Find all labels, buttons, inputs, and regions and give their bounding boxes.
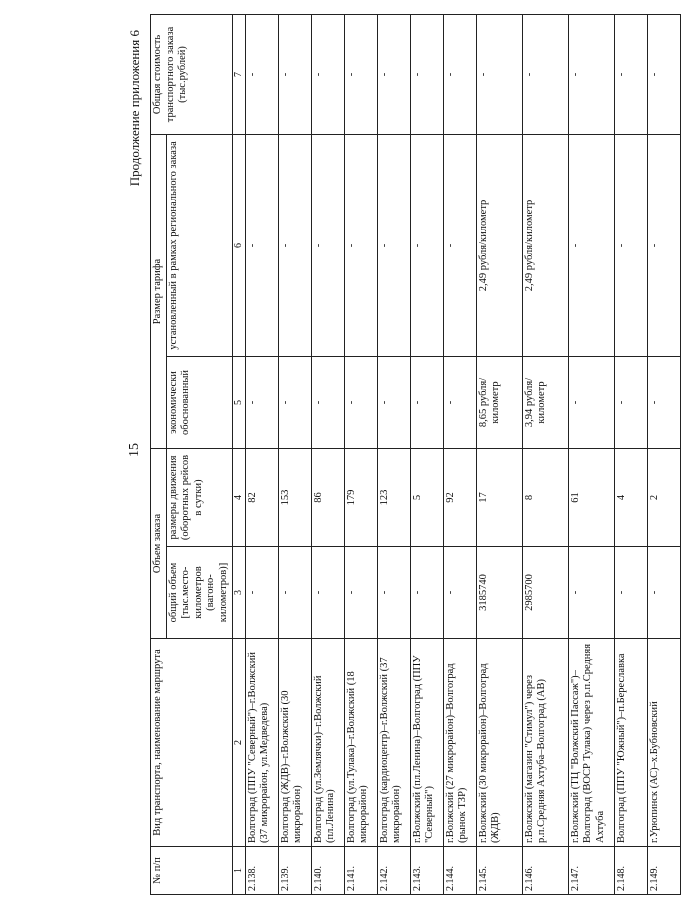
table-row — [311, 14, 344, 894]
total-cost: - — [568, 14, 614, 134]
row-number: 2.144. — [443, 847, 476, 895]
row-number: 2.148. — [614, 847, 647, 895]
route-name: Волгоград (ППУ "Южный")–п.Береславка — [614, 639, 647, 847]
volume-total: 2985700 — [522, 547, 568, 639]
volume-trips: 123 — [377, 449, 410, 547]
volume-trips: 4 — [614, 449, 647, 547]
total-cost: - — [245, 14, 278, 134]
route-name: г.Волжский (27 микрорайон)–Волгоград (рынок ТЗР) — [443, 639, 476, 847]
route-name: Волгоград (ЖДВ)–г.Волжский (30 микрорайон) — [278, 639, 311, 847]
tariff-economic: - — [377, 357, 410, 449]
table-row — [568, 14, 614, 894]
route-name: Волгоград (ул.Тулака)–г.Волжский (18 микрорайон) — [344, 639, 377, 847]
tariff-set: - — [568, 134, 614, 356]
total-cost: - — [311, 14, 344, 134]
volume-total: - — [311, 547, 344, 639]
header-tariff-set: установленный в рамках регионального заказа — [166, 134, 232, 356]
row-number: 2.149. — [647, 847, 680, 895]
total-cost: - — [344, 14, 377, 134]
volume-trips: 153 — [278, 449, 311, 547]
header-tariff-economic: экономически обоснованный — [166, 357, 232, 449]
column-number: 2 — [232, 639, 245, 847]
column-number: 6 — [232, 134, 245, 356]
table-row — [476, 14, 522, 894]
volume-trips: 2 — [647, 449, 680, 547]
table-row — [522, 14, 568, 894]
appendix-continued-label: Продолжение приложения 6 — [127, 30, 142, 187]
tariff-set: - — [344, 134, 377, 356]
column-number: 3 — [232, 547, 245, 639]
table-row — [278, 14, 311, 894]
route-name: Волгоград (ППУ "Северный")–г.Волжский (37 микрорайон, ул.Медведева) — [245, 639, 278, 847]
volume-total: - — [568, 547, 614, 639]
volume-trips: 17 — [476, 449, 522, 547]
route-name: г.Волжский (ТЦ "Волжский Пассаж")–Волгоград (ВОСР Тулака) через р.п.Средняя Ахтуба — [568, 639, 614, 847]
row-number: 2.146. — [522, 847, 568, 895]
volume-trips: 61 — [568, 449, 614, 547]
table-row — [614, 14, 647, 894]
total-cost: - — [410, 14, 443, 134]
column-number: 4 — [232, 449, 245, 547]
volume-total: - — [377, 547, 410, 639]
total-cost: - — [614, 14, 647, 134]
tariff-set: - — [278, 134, 311, 356]
column-number-row — [232, 14, 245, 894]
tariff-economic: - — [443, 357, 476, 449]
header-route: Вид транспорта, наименование маршрута — [151, 639, 233, 847]
volume-trips: 92 — [443, 449, 476, 547]
total-cost: - — [377, 14, 410, 134]
total-cost: - — [443, 14, 476, 134]
volume-trips: 179 — [344, 449, 377, 547]
tariff-set: 2,49 рубля/километр — [476, 134, 522, 356]
tariff-set: - — [614, 134, 647, 356]
volume-trips: 86 — [311, 449, 344, 547]
tariff-economic: 8,65 рубля/ километр — [476, 357, 522, 449]
volume-total: 3185740 — [476, 547, 522, 639]
volume-total: - — [344, 547, 377, 639]
row-number: 2.145. — [476, 847, 522, 895]
table-row — [410, 14, 443, 894]
route-name: г.Волжский (30 микрорайон)–Волгоград (ЖДВ) — [476, 639, 522, 847]
route-name: г.Урюпинск (АС)–х.Бубновский — [647, 639, 680, 847]
table-row — [344, 14, 377, 894]
route-name: Волгоград (ул.Землячки)–г.Волжский (пл.Ленина) — [311, 639, 344, 847]
route-name: г.Волжский (магазин "Стимул") через р.п.Средняя Ахтуба–Волгоград (АВ) — [522, 639, 568, 847]
table-row — [245, 14, 278, 894]
route-name: г.Волжский (пл.Ленина)–Волгоград (ППУ "Северный") — [410, 639, 443, 847]
column-number: 1 — [232, 847, 245, 895]
row-number: 2.139. — [278, 847, 311, 895]
row-number: 2.141. — [344, 847, 377, 895]
tariff-set: - — [311, 134, 344, 356]
volume-total: - — [410, 547, 443, 639]
table-row — [443, 14, 476, 894]
tariff-economic: - — [278, 357, 311, 449]
rotated-landscape-content — [127, 15, 660, 895]
header-cost: Общая стоимость транспортного заказа (тыс.рублей) — [151, 14, 233, 134]
tariff-table — [150, 14, 681, 895]
tariff-set: - — [410, 134, 443, 356]
table-row — [377, 14, 410, 894]
volume-trips: 5 — [410, 449, 443, 547]
row-number: 2.143. — [410, 847, 443, 895]
header-no: № п/п — [151, 847, 233, 895]
total-cost: - — [647, 14, 680, 134]
route-name: Волгоград (кардиоцентр)–г.Волжский (37 микрорайон) — [377, 639, 410, 847]
volume-total: - — [443, 547, 476, 639]
row-number: 2.138. — [245, 847, 278, 895]
total-cost: - — [278, 14, 311, 134]
tariff-economic: - — [344, 357, 377, 449]
volume-total: - — [245, 547, 278, 639]
tariff-set: - — [647, 134, 680, 356]
volume-total: - — [614, 547, 647, 639]
volume-total: - — [647, 547, 680, 639]
column-number: 7 — [232, 14, 245, 134]
header-volume-group: Объем заказа — [151, 449, 167, 639]
table-row — [647, 14, 680, 894]
column-number: 5 — [232, 357, 245, 449]
tariff-set: - — [377, 134, 410, 356]
volume-total: - — [278, 547, 311, 639]
tariff-economic: - — [614, 357, 647, 449]
volume-trips: 8 — [522, 449, 568, 547]
tariff-economic: - — [568, 357, 614, 449]
header-volume-total: общий объем [тыс.место-километров (вагоно-километров)] — [166, 547, 232, 639]
header-tariff-group: Размер тарифа — [151, 134, 167, 448]
tariff-economic: - — [311, 357, 344, 449]
tariff-set: - — [443, 134, 476, 356]
tariff-economic: 3,94 рубля/ километр — [522, 357, 568, 449]
row-number: 2.140. — [311, 847, 344, 895]
total-cost: - — [476, 14, 522, 134]
tariff-economic: - — [410, 357, 443, 449]
tariff-set: 2,49 рубля/километр — [522, 134, 568, 356]
row-number: 2.142. — [377, 847, 410, 895]
page-number: 15 — [127, 443, 142, 457]
row-number: 2.147. — [568, 847, 614, 895]
tariff-economic: - — [245, 357, 278, 449]
volume-trips: 82 — [245, 449, 278, 547]
total-cost: - — [522, 14, 568, 134]
tariff-set: - — [245, 134, 278, 356]
tariff-economic: - — [647, 357, 680, 449]
header-volume-trips: размеры движения (оборотных рейсов в сутки) — [166, 449, 232, 547]
